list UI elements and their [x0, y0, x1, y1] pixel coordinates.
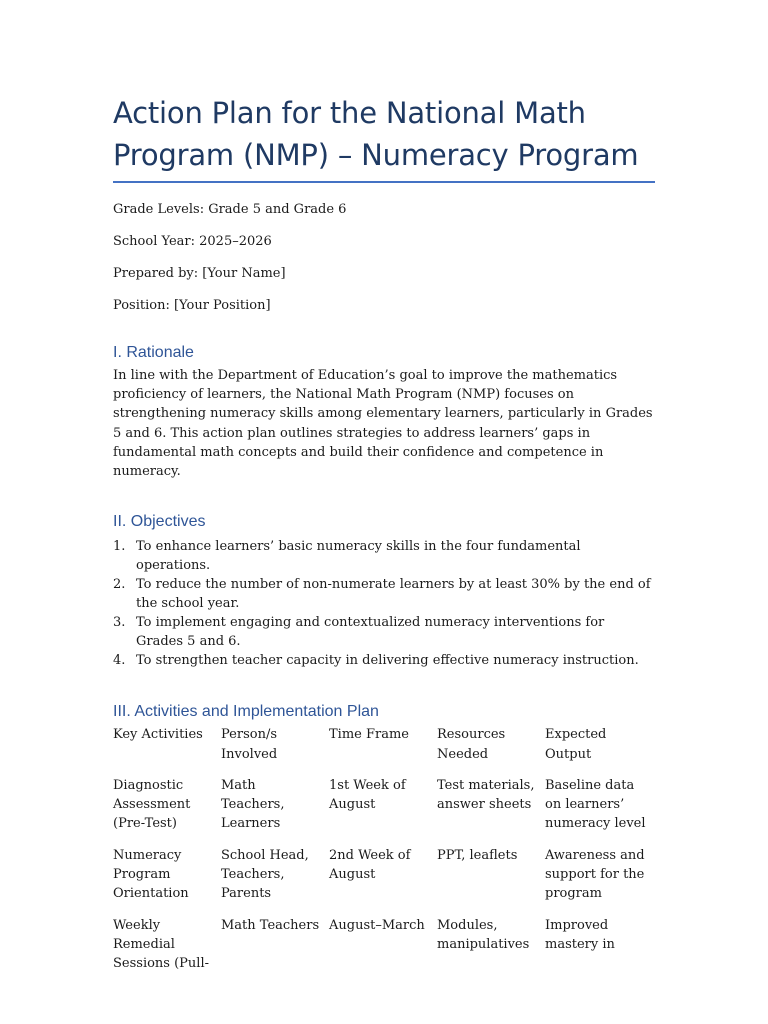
- table-header-row: [113, 725, 655, 776]
- list-item-number: 4.: [113, 653, 126, 669]
- table-cell: Diagnostic Assessment (Pre-Test): [113, 777, 191, 832]
- list-item-text: To reduce the number of non-numerate learners by at least 30% by the end of the school year.: [136, 577, 651, 612]
- column-header-resources-needed: Resources Needed: [437, 727, 506, 762]
- table-cell: August–March: [329, 917, 425, 933]
- list-item-number: 2.: [113, 577, 126, 593]
- list-item: [113, 537, 655, 575]
- table-row: [113, 846, 655, 916]
- list-item-text: To enhance learners’ basic numeracy skills in the four fundamental operations.: [136, 539, 581, 574]
- table-cell: PPT, leaflets: [437, 847, 518, 863]
- list-item-text: To strengthen teacher capacity in delivering effective numeracy instruction.: [136, 653, 639, 669]
- table-cell: 1st Week of August: [329, 777, 406, 813]
- table-row: [113, 776, 655, 846]
- table-cell: Math Teachers: [221, 917, 320, 933]
- activities-heading: III. Activities and Implementation Plan: [113, 703, 379, 721]
- list-item: [113, 575, 655, 613]
- document-title: Action Plan for the National Math Program (NMP) – Numeracy Program: [113, 96, 639, 172]
- column-header-time-frame: Time Frame: [329, 727, 409, 743]
- meta-position: Position: [Your Position]: [113, 298, 271, 313]
- column-header-expected-output: Expected Output: [545, 727, 607, 762]
- document-meta: [113, 201, 655, 315]
- column-header-key-activities: Key Activities: [113, 727, 203, 743]
- table-cell: Weekly Remedial Sessions (Pull-: [113, 917, 210, 972]
- table-cell: Baseline data on learners’ numeracy level: [545, 777, 646, 832]
- list-item: [113, 613, 655, 651]
- list-item-text: To implement engaging and contextualized numeracy interventions for Grades 5 and 6.: [136, 615, 605, 650]
- table-row: [113, 916, 655, 986]
- list-item: [113, 651, 655, 670]
- table-cell: School Head, Teachers, Parents: [221, 847, 309, 902]
- list-item-number: 1.: [113, 539, 126, 555]
- table-cell: Awareness and support for the program: [545, 847, 645, 902]
- meta-school-year: School Year: 2025–2026: [113, 234, 272, 249]
- table-cell: Improved mastery in: [545, 917, 615, 952]
- document-page: [113, 92, 655, 985]
- table-cell: Numeracy Program Orientation: [113, 847, 189, 902]
- table-cell: Modules, manipulatives: [437, 917, 530, 952]
- activities-table: [113, 725, 655, 985]
- table-cell: 2nd Week of August: [329, 847, 411, 882]
- objectives-list: [113, 537, 655, 670]
- rationale-text: In line with the Department of Education’s goal to improve the mathematics proficiency of learners, the National Math Program (NMP) focuses on strengthening numeracy skills among elementary learners, particularly in Grades 5 and 6. This action plan outlines strategies to address learners’ gaps in fundamental math concepts and build their confidence and competence in numeracy.: [113, 368, 653, 480]
- rationale-heading: I. Rationale: [113, 344, 194, 361]
- title-underline: [113, 181, 655, 183]
- column-header-persons-involved: Person/s Involved: [221, 727, 278, 762]
- meta-prepared-by: Prepared by: [Your Name]: [113, 266, 286, 281]
- meta-grade-levels: Grade Levels: Grade 5 and Grade 6: [113, 202, 347, 217]
- objectives-heading: II. Objectives: [113, 513, 206, 531]
- table-cell: Math Teachers, Learners: [221, 777, 285, 832]
- table-cell: Test materials, answer sheets: [437, 777, 535, 813]
- list-item-number: 3.: [113, 615, 126, 631]
